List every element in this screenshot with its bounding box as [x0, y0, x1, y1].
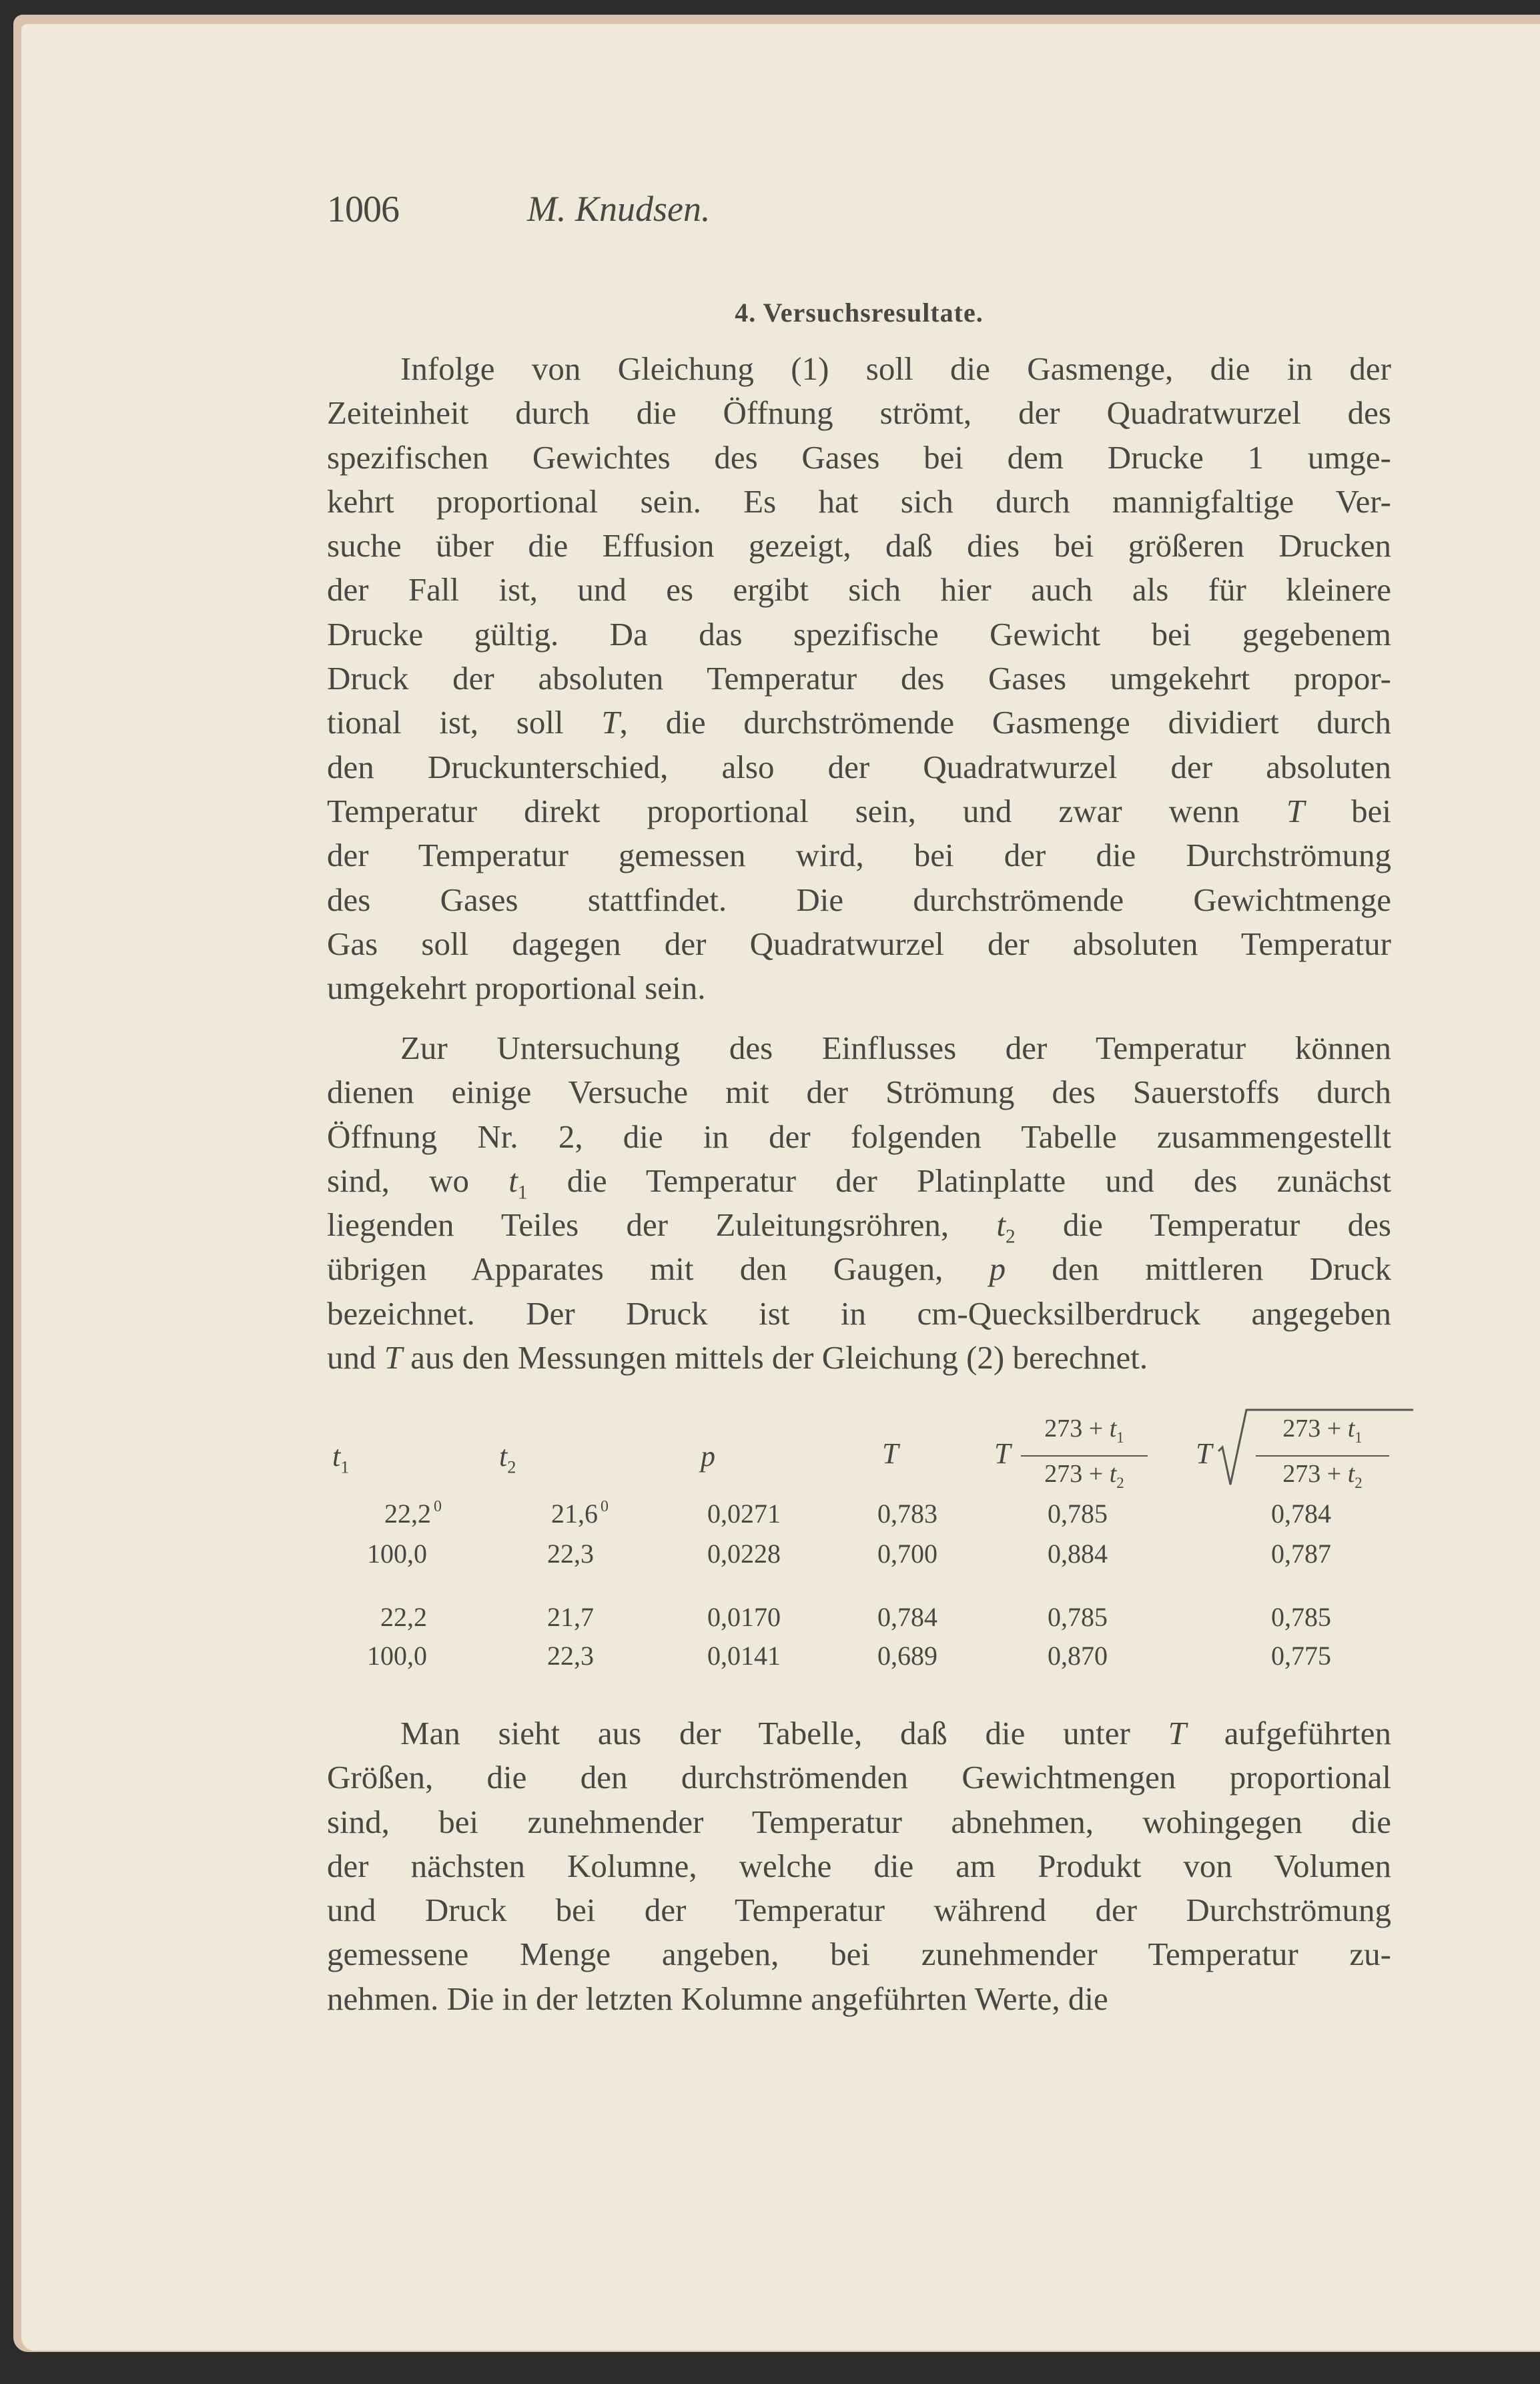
header-t2	[499, 1439, 516, 1478]
subscript: 1	[517, 1182, 528, 1204]
sqrt-den-sub: 2	[1355, 1475, 1363, 1492]
header-T: T	[882, 1437, 899, 1470]
running-author: M. Knudsen.	[527, 189, 711, 229]
text-line: den Druckunterschied, also der Quadratwurzel der absoluten	[327, 748, 1391, 785]
ratio-den-sub: 2	[1116, 1475, 1124, 1492]
math-variable: p	[989, 1250, 1006, 1288]
degree-mark: 0	[601, 1498, 609, 1516]
text-line: und T aus den Messungen mittels der Gleichung (2) berechnet.	[327, 1339, 1148, 1376]
sqrt-num-var: t	[1347, 1415, 1355, 1443]
table-cell-t2: 21,7	[547, 1602, 594, 1632]
table-cell-t2: 22,3	[547, 1641, 594, 1671]
text-line: der Fall ist, und es ergibt sich hier auch als für kleinere	[327, 571, 1391, 609]
paragraph-2	[327, 1026, 1391, 1380]
text-line: liegenden Teiles der Zuleitungsröhren, $t_2$ die Temperatur des	[327, 1206, 1391, 1248]
running-head	[327, 188, 1391, 235]
math-variable: T	[1168, 1715, 1186, 1751]
text-line: umgekehrt proportional sein.	[327, 969, 706, 1007]
table-cell-t1: 100,0	[367, 1539, 427, 1569]
table-cell-p: 0,0271	[707, 1499, 781, 1529]
text-line: Größen, die den durchströmenden Gewichtmengen proportional	[327, 1759, 1391, 1796]
degree-mark: 0	[434, 1498, 442, 1516]
text-line: suche über die Effusion gezeigt, daß dies bei größeren Drucken	[327, 527, 1391, 564]
section-title: 4. Versuchsresultate.	[735, 298, 984, 328]
page-number: 1006	[327, 189, 399, 230]
text-line: dienen einige Versuche mit der Strömung des Sauerstoffs durch	[327, 1074, 1391, 1111]
math-variable: T	[384, 1339, 403, 1376]
table-cell-T: 0,689	[877, 1641, 937, 1671]
sqrt-num-sub: 1	[1355, 1429, 1363, 1447]
sqrt-den-const: 273 +	[1282, 1460, 1348, 1489]
ratio-den-const: 273 +	[1044, 1460, 1110, 1489]
text-line: des Gases stattfindet. Die durchströmende Gewichtmenge	[327, 881, 1391, 918]
header-sqrt-prefix: T	[1196, 1437, 1212, 1470]
table-cell-sqrt-ratio: 0,775	[1271, 1641, 1331, 1671]
table-cell-T: 0,784	[877, 1602, 937, 1632]
text-line: Zeiteinheit durch die Öffnung strömt, der Quadratwurzel des	[327, 394, 1391, 432]
sqrt-den-var: t	[1347, 1460, 1355, 1489]
ratio-num-var: t	[1109, 1415, 1117, 1443]
table-cell-t1: 22,2 $^0$	[384, 1498, 442, 1529]
table-cell-sqrt-ratio: 0,784	[1271, 1499, 1331, 1529]
table-cell-ratio: 0,785	[1048, 1602, 1108, 1632]
header-t1	[332, 1439, 349, 1478]
table-cell-ratio: 0,785	[1048, 1499, 1108, 1529]
sqrt-num-const: 273 +	[1282, 1415, 1348, 1443]
ratio-num-const: 273 +	[1044, 1415, 1110, 1443]
header-t1-var: t	[332, 1440, 341, 1473]
text-line: Man sieht aus der Tabelle, daß die unter T aufgeführten	[400, 1715, 1391, 1751]
sqrt-numerator	[1256, 1411, 1389, 1455]
header-sqrt-fraction	[1256, 1411, 1389, 1501]
table-cell-sqrt-ratio: 0,785	[1271, 1602, 1331, 1632]
ratio-numerator	[1021, 1411, 1148, 1455]
text-line: bezeichnet. Der Druck ist in cm-Quecksilberdruck angegeben	[327, 1294, 1391, 1332]
text-line: nehmen. Die in der letzten Kolumne angeführten Werte, die	[327, 1980, 1108, 2017]
table-cell-ratio: 0,870	[1048, 1641, 1108, 1671]
subscript: 2	[1005, 1226, 1016, 1248]
paragraph-1	[327, 347, 1391, 1010]
table-cell-T: 0,783	[877, 1499, 937, 1529]
text-line: der Temperatur gemessen wird, bei der die Durchströmung	[327, 837, 1391, 874]
math-variable: T	[1286, 792, 1305, 829]
text-line: und Druck bei der Temperatur während der Durchströmung	[327, 1892, 1391, 1929]
results-table	[327, 1398, 1395, 1671]
header-ratio-fraction	[1021, 1411, 1148, 1501]
table-cell-p: 0,0170	[707, 1602, 781, 1632]
text-line: sind, wo $t_1$ die Temperatur der Platinplatte und des zunächst	[327, 1162, 1391, 1204]
text-line: Infolge von Gleichung (1) soll die Gasmenge, die in der	[400, 350, 1391, 387]
text-line: übrigen Apparates mit den Gaugen, p den mittleren Druck	[327, 1250, 1391, 1288]
math-variable: T	[601, 704, 620, 741]
ratio-num-sub: 1	[1116, 1429, 1124, 1447]
table-cell-p: 0,0228	[707, 1539, 781, 1569]
header-t2-var: t	[499, 1440, 508, 1473]
header-ratio-prefix: T	[994, 1437, 1011, 1470]
table-cell-t2: 22,3	[547, 1539, 594, 1569]
header-p: p	[701, 1440, 715, 1473]
table-cell-t2: 21,6 $^0$	[551, 1498, 609, 1529]
table-cell-p: 0,0141	[707, 1641, 781, 1671]
text-line: Temperatur direkt proportional sein, und zwar wenn T bei	[327, 792, 1391, 829]
paragraph-3	[327, 1711, 1391, 2021]
text-line: Gas soll dagegen der Quadratwurzel der absoluten Temperatur	[327, 925, 1391, 962]
text-line: gemessene Menge angeben, bei zunehmender Temperatur zu-	[327, 1936, 1391, 1973]
table-cell-sqrt-ratio: 0,787	[1271, 1539, 1331, 1569]
text-line: kehrt proportional sein. Es hat sich durch mannigfaltige Ver-	[327, 482, 1391, 520]
header-t1-sub: 1	[340, 1457, 350, 1477]
text-line: Öffnung Nr. 2, die in der folgenden Tabelle zusammengestellt	[327, 1118, 1391, 1155]
header-t2-sub: 2	[507, 1457, 516, 1477]
table-cell-t1: 100,0	[367, 1641, 427, 1671]
table-cell-T: 0,700	[877, 1539, 937, 1569]
ratio-den-var: t	[1109, 1460, 1117, 1489]
text-line: spezifischen Gewichtes des Gases bei dem Drucke 1 umge-	[327, 438, 1391, 476]
table-cell-t1: 22,2	[380, 1602, 427, 1632]
text-line: tional ist, soll T, die durchströmende Gasmenge dividiert durch	[327, 704, 1391, 741]
text-line: Druck der absoluten Temperatur des Gases umgekehrt propor-	[327, 660, 1391, 697]
text-line: Drucke gültig. Da das spezifische Gewicht bei gegebenem	[327, 615, 1391, 653]
sqrt-denominator	[1256, 1457, 1389, 1501]
ratio-denominator	[1021, 1457, 1148, 1501]
text-line: Zur Untersuchung des Einflusses der Temperatur können	[400, 1030, 1391, 1066]
text-line: der nächsten Kolumne, welche die am Produkt von Volumen	[327, 1847, 1391, 1884]
text-line: sind, bei zunehmender Temperatur abnehmen, wohingegen die	[327, 1803, 1391, 1840]
table-cell-ratio: 0,884	[1048, 1539, 1108, 1569]
math-variable: t	[996, 1206, 1006, 1244]
math-variable: t	[508, 1162, 518, 1199]
